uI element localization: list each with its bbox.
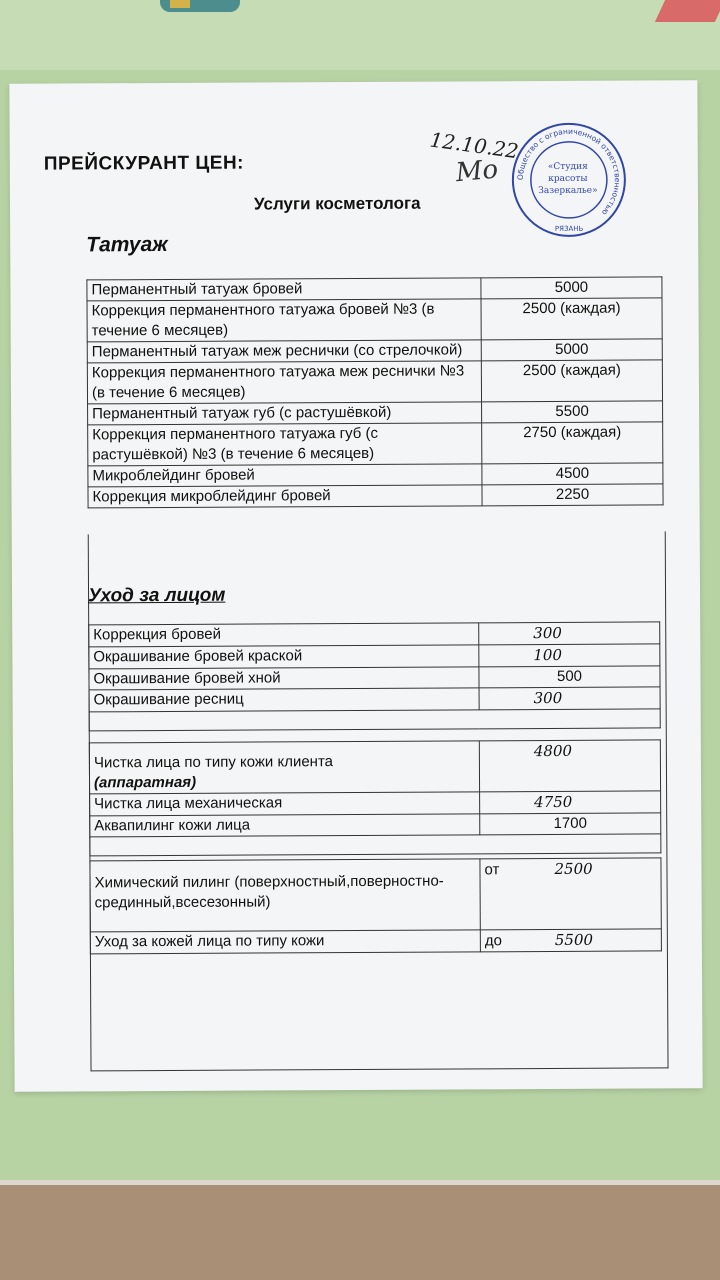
handwritten-date: 12.10.22 [428, 127, 520, 164]
floor [0, 1185, 720, 1280]
table-row [90, 813, 661, 837]
table-row [89, 622, 660, 647]
service-price: 5500 [482, 401, 663, 423]
face-price-table-1 [88, 621, 661, 731]
table-row [88, 484, 663, 508]
service-name: Перманентный татуаж меж реснички (со стрелочкой) [87, 340, 481, 363]
pen-cap [170, 0, 190, 8]
table-row [90, 929, 661, 954]
page-title: ПРЕЙСКУРАНТ ЦЕН: [43, 152, 245, 175]
service-name: Микроблейдинг бровей [88, 464, 482, 487]
service-name: Чистка лица по типу кожи клиента [93, 753, 334, 772]
service-price: 2250 [482, 484, 663, 506]
service-price: 300 [533, 623, 562, 643]
service-price: 100 [533, 645, 563, 665]
service-price: 5000 [481, 277, 662, 299]
section-title-face: Уход за лицом [87, 584, 226, 607]
service-price: 5500 [554, 930, 594, 949]
service-price: 300 [533, 688, 563, 708]
service-price: 1700 [480, 813, 661, 835]
table-row [89, 687, 660, 712]
price-prefix: от [484, 861, 500, 879]
service-name: Коррекция бровей [89, 623, 479, 647]
service-price: 5000 [481, 339, 662, 361]
face-price-table-3 [89, 857, 661, 954]
service-name: Аквапилинг кожи лица [90, 814, 480, 837]
service-price: 2500 (каждая) [481, 360, 662, 402]
service-price: 500 [479, 666, 660, 688]
service-name: Окрашивание бровей хной [89, 667, 479, 690]
service-name-note: (аппаратная) [93, 773, 197, 792]
stamp-city: РЯЗАНЬ [554, 224, 584, 233]
table-row [87, 298, 662, 342]
service-price: 2750 (каждая) [482, 422, 663, 464]
service-name: Коррекция микроблейдинг бровей [88, 485, 482, 508]
stamp-ring-text: Общество с ограниченной ответственностью [515, 126, 622, 218]
page-subtitle: Услуги косметолога [253, 193, 421, 214]
price-list-sheet [9, 80, 702, 1092]
service-price: 2500 [554, 859, 593, 878]
service-name: Чистка лица механическая [90, 792, 480, 816]
service-name: Перманентный татуаж губ (с растушёвкой) [88, 402, 482, 425]
service-price: 4800 [533, 741, 573, 761]
red-paper-corner [655, 0, 720, 22]
section-title-tattoo: Татуаж [86, 232, 168, 257]
table-row [90, 791, 661, 816]
table-row [87, 360, 662, 404]
service-name: Окрашивание бровей краской [89, 645, 479, 669]
stamp-center-text [533, 161, 603, 197]
service-name: Коррекция перманентного татуажа губ (с растушёвкой) №3 (в течение 6 месяцев) [88, 423, 482, 466]
service-name: Окрашивание ресниц [89, 688, 479, 712]
service-name: Перманентный татуаж бровей [87, 278, 481, 301]
face-price-table-2 [89, 739, 662, 856]
service-name: Химический пилинг (поверхностный,поверностно-срединный,всесезонный) [90, 859, 480, 932]
table-row [88, 463, 663, 487]
stamp-line-2: Зазеркалье» [538, 185, 598, 197]
service-name: Коррекция перманентного татуажа бровей №3 (в течение 6 месяцев) [87, 299, 481, 342]
service-price: 2500 (каждая) [481, 298, 662, 340]
stamp-line-1: «Студия красоты [547, 161, 588, 184]
service-price: 4500 [482, 463, 663, 485]
handwritten-signature: Мо [454, 154, 500, 189]
table-row [89, 666, 660, 690]
table-row [89, 740, 660, 794]
table-row [87, 339, 662, 363]
table-row [88, 401, 663, 425]
tattoo-price-table [86, 276, 663, 508]
table-row [88, 422, 663, 466]
service-name: Коррекция перманентного татуажа меж реснички №3 (в течение 6 месяцев) [87, 361, 481, 404]
table-row [89, 644, 660, 669]
table-row-spacer [90, 834, 661, 856]
table-row-spacer [89, 709, 660, 731]
wall-background [0, 0, 720, 70]
service-name: Уход за кожей лица по типу кожи [90, 930, 480, 954]
table-row [90, 858, 661, 932]
price-prefix: до [484, 932, 503, 950]
table-row [87, 277, 662, 301]
service-price: 4750 [534, 792, 573, 812]
